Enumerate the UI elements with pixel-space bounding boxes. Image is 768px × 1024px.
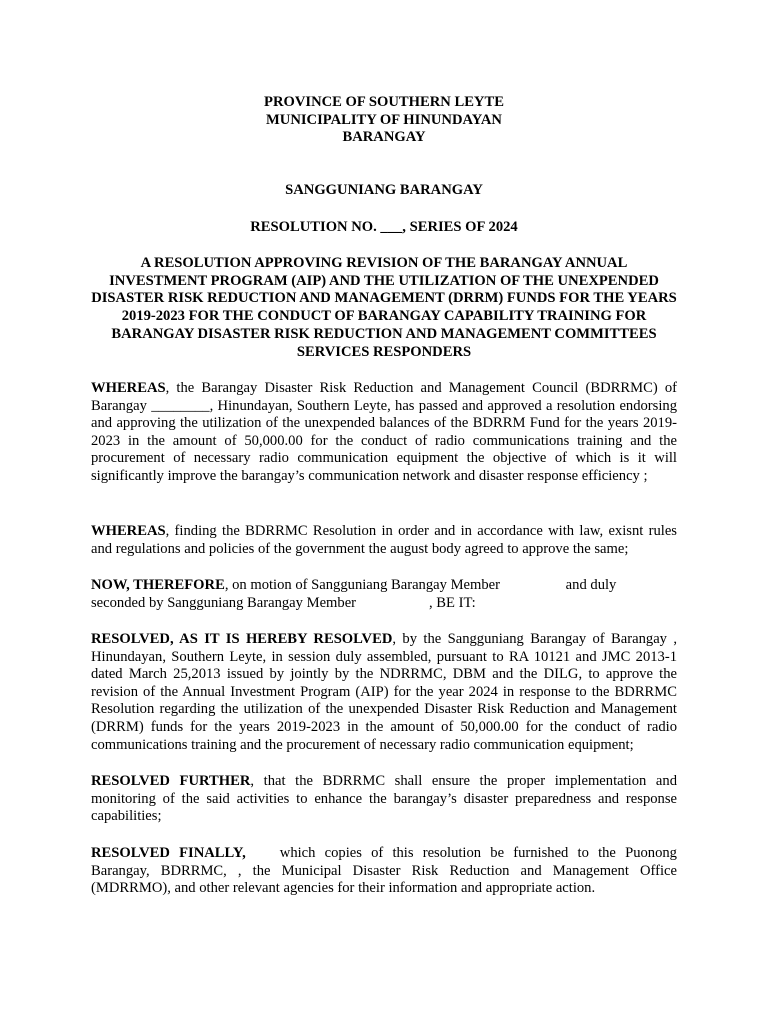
resolved-finally-text: which copies of this resolution be furnished to the Puonong Barangay, BDRRMC, , the Municipal Disaster Risk Reduction and Management Office (MDRRMO), and other relevant agencies for their information and appropriate action. [91, 845, 677, 897]
now-therefore-line-1 [91, 577, 677, 595]
resolution-title: A RESOLUTION APPROVING REVISION OF THE BARANGAY ANNUAL INVESTMENT PROGRAM (AIP) AND THE UTILIZATION OF THE UNEXPENDED DISASTER RISK REDUCTION AND MANAGEMENT (DRRM) FUNDS FOR THE YEARS 2019-2023 FOR THE CONDUCT OF BARANGAY CAPABILITY TRAINING FOR BARANGAY DISASTER RISK REDUCTION AND MANAGEMENT COMMITTEES SERVICES RESPONDERS [91, 255, 677, 360]
resolved-lead: RESOLVED, AS IT IS HEREBY RESOLVED [91, 631, 393, 647]
now-therefore-text-1: , on motion of Sangguniang Barangay Member and duly [224, 577, 617, 593]
whereas-text: , the Barangay Disaster Risk Reduction and Management Council (BDRRMC) of Barangay ________, Hinundayan, Southern Leyte, has passed and approved a resolution endorsing and approving the utilization of the unexpended balances of the BDRRM Fund for the years 2019-2023 in the amount of 50,000.00 for the conduct of radio communications training and the procurement of necessary radio communication equipment the objective of which is it will significantly improve the barangay’s communication network and disaster response efficiency ; [91, 380, 677, 484]
resolved-text: , by the Sangguniang Barangay of Barangay , Hinundayan, Southern Leyte, in session duly assembled, pursuant to RA 10121 and JMC 2013-1 dated March 25,2013 issued by jointly by the NDRRMC, DBM and the DILG, to approve the revision of the Annual Investment Program (AIP) for the year 2024 in response to the BDRRMC Resolution regarding the utilization of the unexpended Disaster Risk Reduction and Management (DRRM) funds for the years 2019-2023 in the amount of 50,000.00 for the conduct of radio communications training and the procurement of necessary radio communication equipment; [91, 631, 678, 753]
resolved-further-text: , that the BDRRMC shall ensure the proper implementation and monitoring of the said activities to enhance the barangay’s disaster preparedness and response capabilities; [91, 773, 677, 825]
resolved-finally-lead: RESOLVED FINALLY, [91, 845, 246, 861]
whereas-lead: WHEREAS [91, 523, 166, 539]
resolved-further-lead: RESOLVED FURTHER [91, 773, 251, 789]
council-name: SANGGUNIANG BARANGAY [285, 182, 483, 198]
now-therefore-paragraph [91, 577, 677, 612]
whereas-paragraph-1 [91, 380, 677, 486]
document-header [0, 94, 768, 147]
municipality-line: MUNICIPALITY OF HINUNDAYAN [266, 111, 502, 128]
barangay-line: BARANGAY [342, 129, 426, 146]
resolution-number: RESOLUTION NO. ___, SERIES OF 2024 [250, 219, 518, 235]
whereas-paragraph-2 [91, 523, 677, 558]
whereas-text: , finding the BDRRMC Resolution in order and in accordance with law, exisnt rules and regulations and policies of the government the august body agreed to approve the same; [91, 523, 677, 557]
resolved-paragraph [91, 631, 677, 754]
now-therefore-line-2: seconded by Sangguniang Barangay Member , BE IT: [91, 594, 476, 611]
whereas-lead: WHEREAS [91, 380, 166, 396]
province-line: PROVINCE OF SOUTHERN LEYTE [264, 94, 504, 110]
now-therefore-lead: NOW, THEREFORE [91, 577, 225, 593]
resolved-further-paragraph [91, 773, 677, 826]
resolved-finally-paragraph [91, 845, 677, 898]
